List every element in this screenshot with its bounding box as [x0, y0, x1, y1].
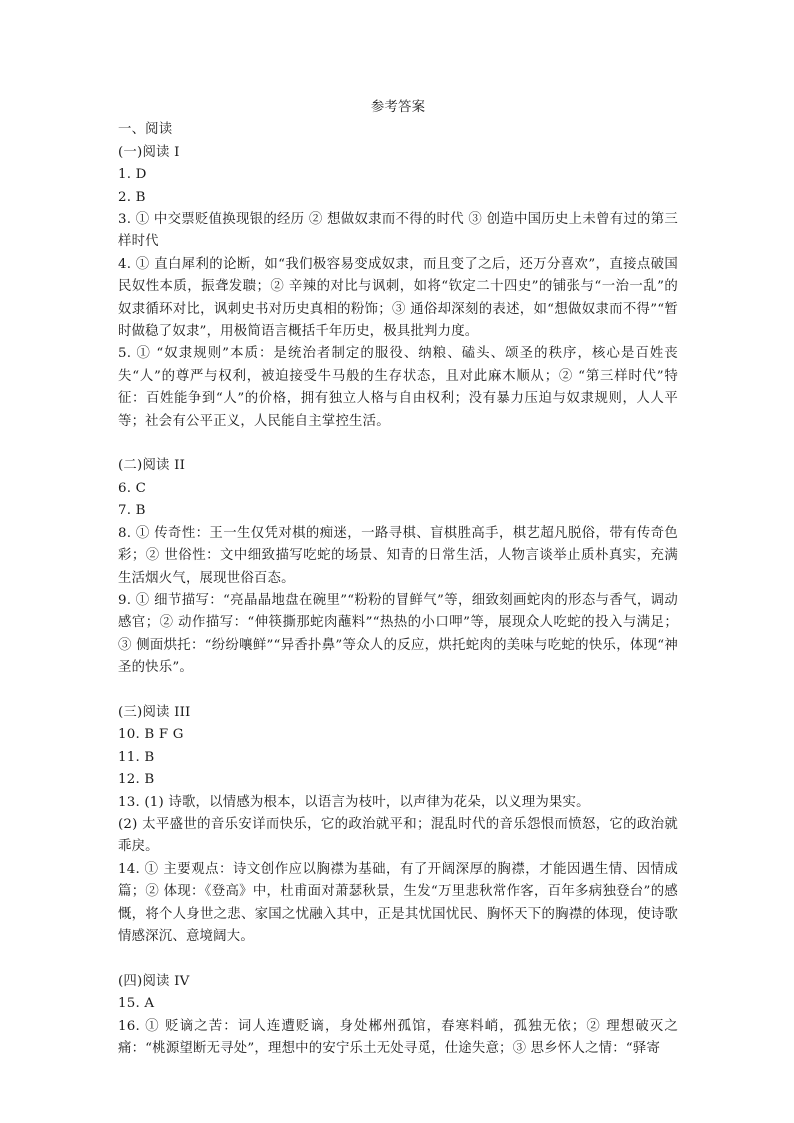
answer-item: 9. ① 细节描写：“亮晶晶地盘在碗里”“粉粉的冒鲜气”等，细致刻画蛇肉的形态与香气，调动感官；② 动作描写：“伸筷撕那蛇肉蘸料”“热热的小口呷”等，展现众人吃蛇的投入与满足；③ 侧面烘托：“纷纷嚷鲜”“异香扑鼻”等众人的反应，烘托蛇肉的美味与吃蛇的快乐，体现“神圣的快乐”。 — [118, 592, 678, 676]
answer-item: 13. (1) 诗歌，以情感为根本，以语言为枝叶，以声律为花朵，以义理为果实。 — [118, 794, 590, 810]
spacer — [118, 433, 678, 455]
part-heading: (四)阅读 IV — [118, 973, 190, 989]
part-heading: (二)阅读 II — [118, 458, 186, 474]
answer-item: 1. D — [118, 167, 147, 183]
answer-item: 3. ① 中交票贬值换现银的经历 ② 想做奴隶而不得的时代 ③ 创造中国历史上未曾有过的第三样时代 — [118, 212, 678, 250]
answer-item: 8. ① 传奇性：王一生仅凭对棋的痴迷，一路寻棋、盲棋胜高手，棋艺超凡脱俗，带有传奇色彩；② 世俗性：文中细致描写吃蛇的场景、知青的日常生活，人物言谈举止质朴真实，充满生活烟火气，展现世俗百态。 — [118, 525, 678, 586]
answer-item: 11. B — [118, 749, 155, 765]
answer-item: 10. B F G — [118, 727, 184, 743]
answer-item: 14. ① 主要观点：诗文创作应以胸襟为基础，有了开阔深厚的胸襟，才能因遇生情、因情成篇；② 体现：《登高》中，杜甫面对萧瑟秋景，生发“万里悲秋常作客，百年多病独登台”的感慨，将个人身世之悲、家国之忧融入其中，正是其忧国忧民、胸怀天下的胸襟的体现，使诗歌情感深沉、意境阔大。 — [118, 861, 678, 944]
answer-item: 15. A — [118, 996, 155, 1012]
answer-item: (2) 太平盛世的音乐安详而快乐，它的政治就平和；混乱时代的音乐怨恨而愤怒，它的政治就乖戾。 — [118, 816, 678, 855]
answer-item: 7. B — [118, 503, 146, 519]
part-heading: (一)阅读 I — [118, 144, 180, 160]
spacer — [118, 680, 678, 702]
answer-item: 16. ① 贬谪之苦：词人连遭贬谪，身处郴州孤馆，春寒料峭，孤独无依；② 理想破灭之痛：“桃源望断无寻处”，理想中的安宁乐土无处寻觅，仕途失意；③ 思乡怀人之情：“驿寄 — [118, 1018, 678, 1056]
answer-item: 6. C — [118, 480, 147, 496]
section-heading: 一、阅读 — [118, 122, 173, 138]
answer-item: 5. ① “奴隶规则”本质：是统治者制定的服役、纳粮、磕头、颂圣的秩序，核心是百姓丧失“人”的尊严与权利，被迫接受牛马般的生存状态，且对此麻木顺从；② “第三样时代”特征：百姓能争到“人”的价格，拥有独立人格与自由权利；没有暴力压迫与奴隶规则，人人平等；社会有公平正义，人民能自主掌控生活。 — [118, 346, 678, 429]
answer-item: 2. B — [118, 189, 146, 205]
answer-item: 4. ① 直白犀利的论断，如“我们极容易变成奴隶，而且变了之后，还万分喜欢”，直接点破国民奴性本质，振聋发聩；② 辛辣的对比与讽刺，如将“钦定二十四史”的铺张与“一治一乱”的奴隶循环对比，讽刺史书对历史真相的粉饰；③ 通俗却深刻的表述，如“想做奴隶而不得”“暂时做稳了奴隶”，用极简语言概括千年历史，极具批判力度。 — [118, 256, 678, 340]
page-title: 参考答案 — [370, 100, 426, 115]
answer-content — [118, 97, 678, 1060]
answer-item: 12. B — [118, 772, 155, 788]
part-heading: (三)阅读 III — [118, 704, 191, 720]
spacer — [118, 948, 678, 970]
